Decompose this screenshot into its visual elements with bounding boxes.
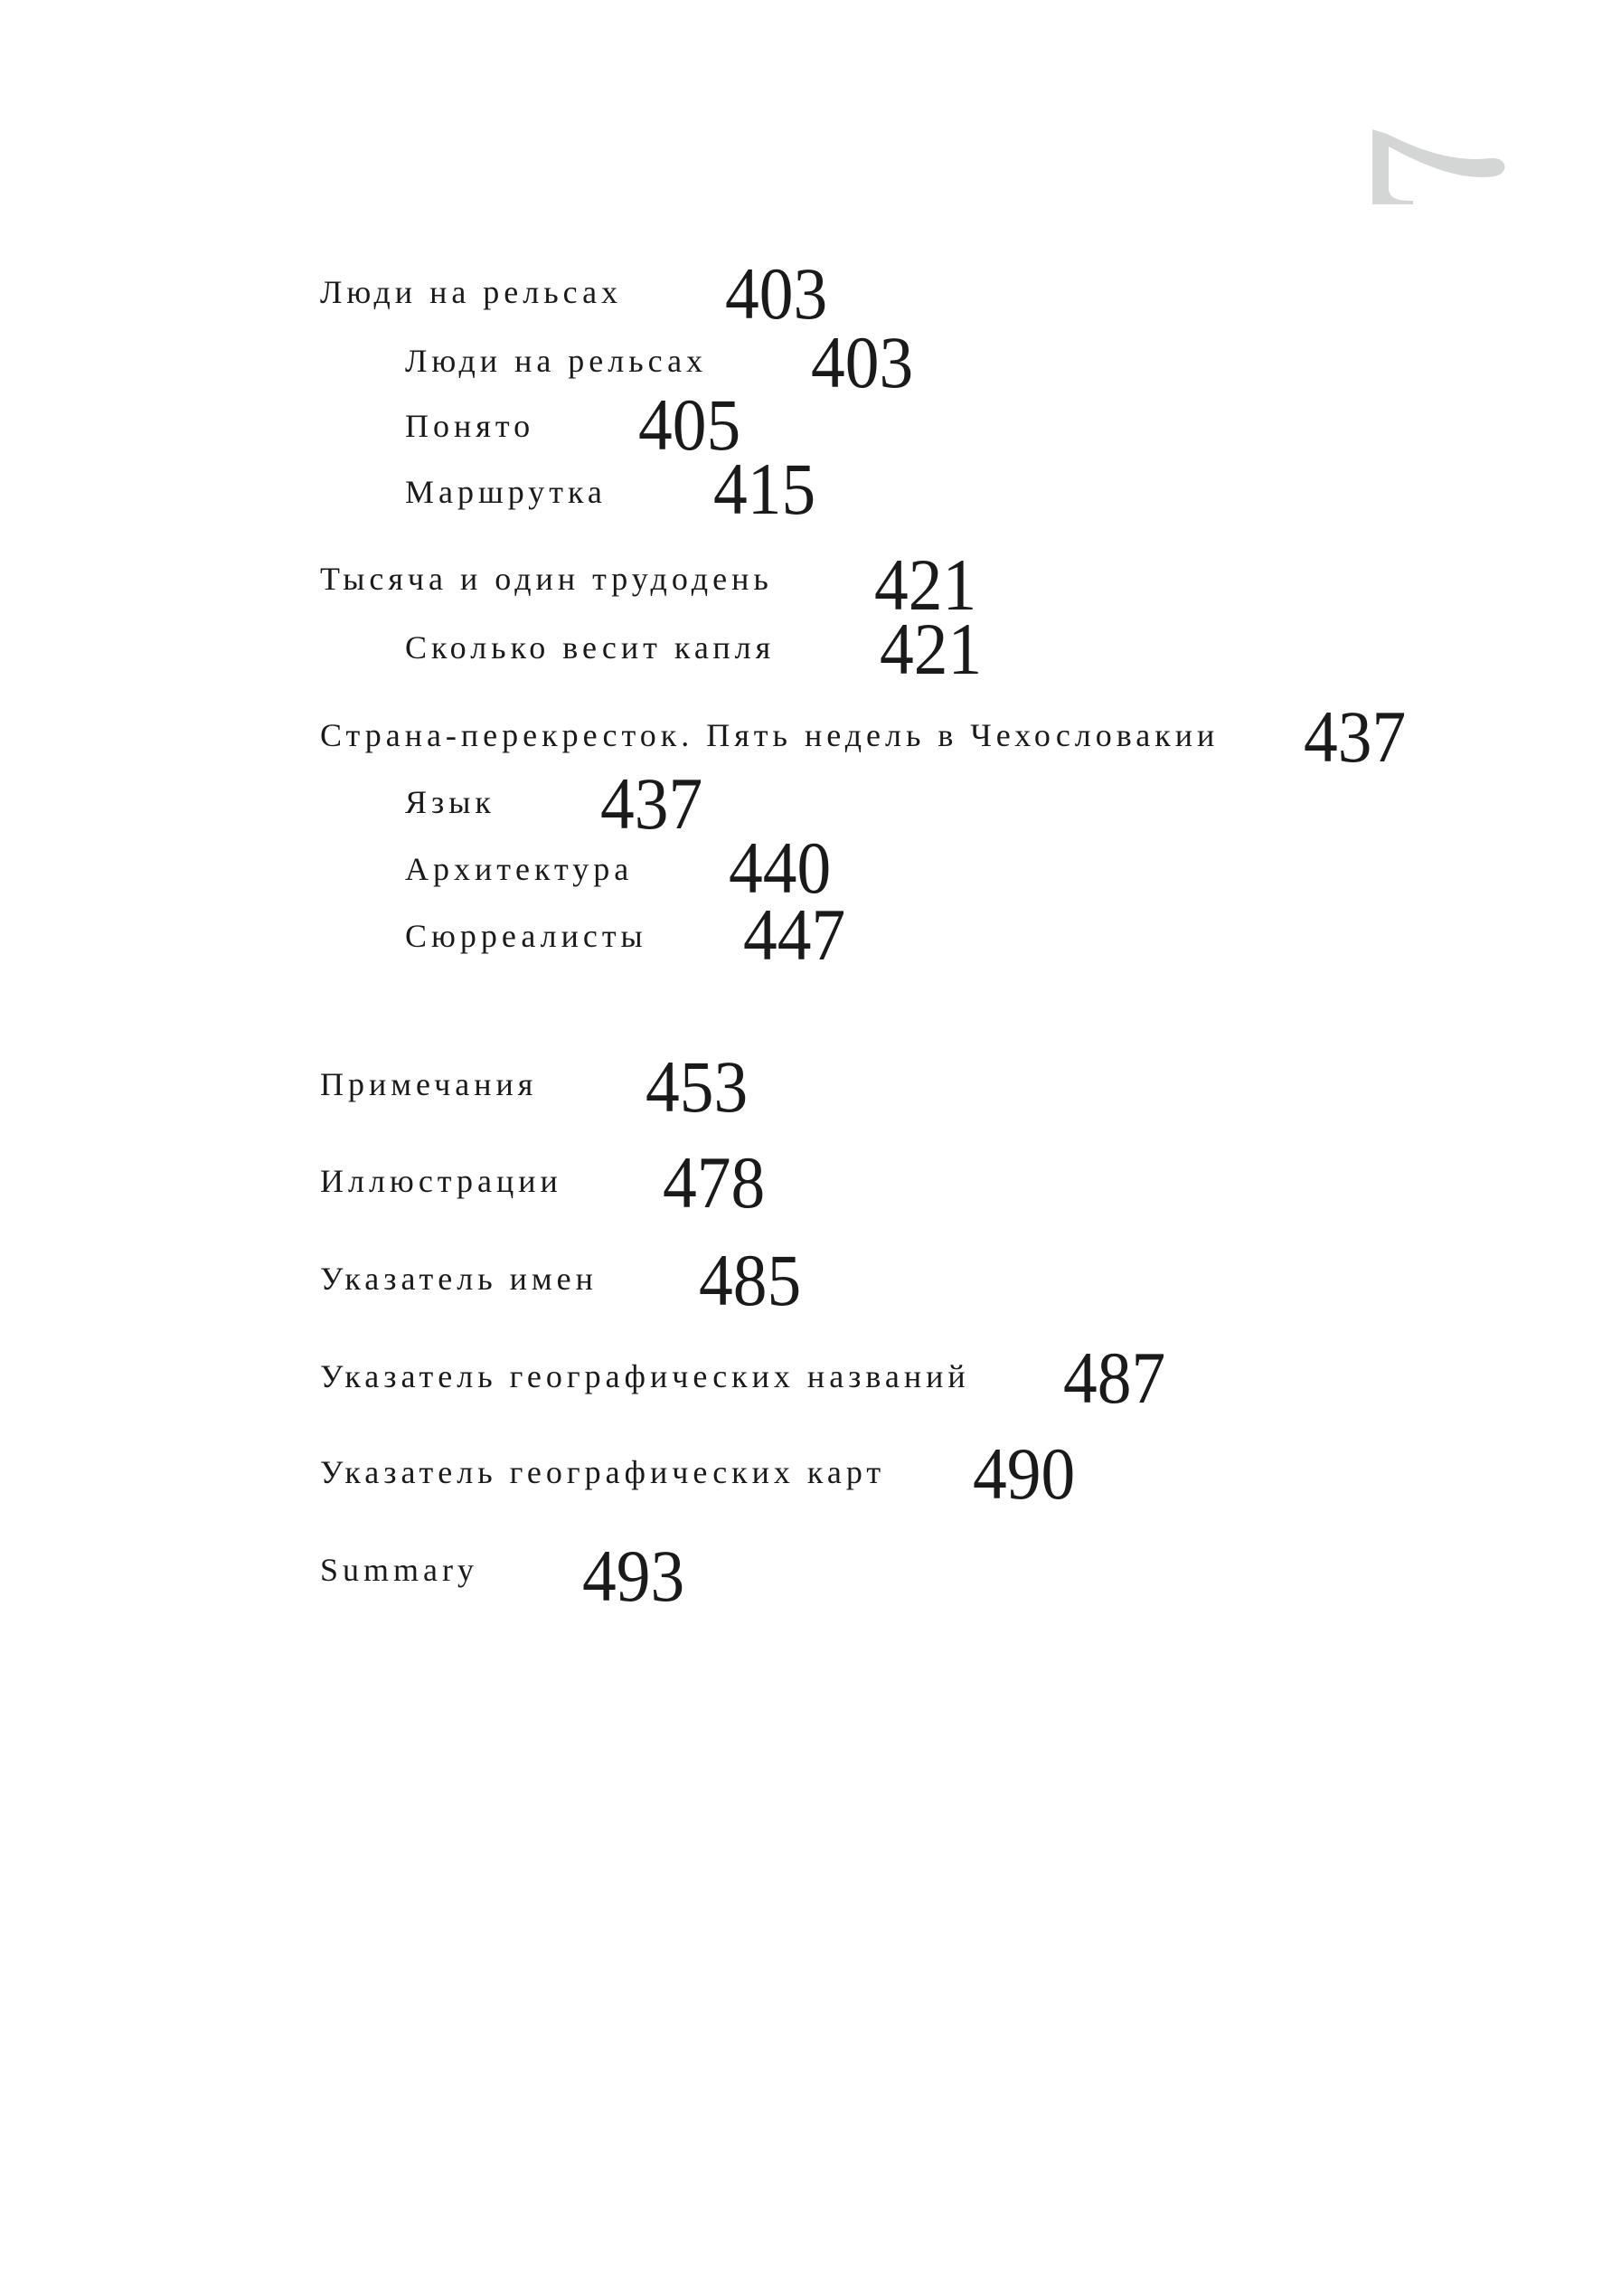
toc-entry-page-number: 421 xyxy=(874,543,977,626)
toc-entry-title: Тысяча и один трудодень xyxy=(320,561,773,597)
publisher-logo-icon xyxy=(1363,127,1508,208)
toc-entry-page-number: 405 xyxy=(638,383,741,466)
toc-entry-title: Указатель имен xyxy=(320,1261,598,1297)
toc-entry-title: Маршрутка xyxy=(405,474,607,510)
toc-entry-title: Люди на рельсах xyxy=(405,343,708,379)
toc-entry-title: Указатель географических карт xyxy=(320,1454,886,1490)
toc-entry-title: Указатель географических названий xyxy=(320,1358,970,1394)
toc-entry-page-number: 453 xyxy=(646,1045,749,1128)
toc-entry-title: Summary xyxy=(320,1552,478,1588)
toc-entry-page-number: 490 xyxy=(973,1432,1076,1515)
toc-entry-page-number: 493 xyxy=(582,1535,685,1617)
toc-entry-title: Иллюстрации xyxy=(320,1163,562,1199)
toc-entry-page-number: 478 xyxy=(663,1141,766,1224)
toc-entry-page-number: 403 xyxy=(725,252,828,335)
toc-entry-page-number: 403 xyxy=(811,321,914,403)
toc-entry-page-number: 487 xyxy=(1063,1337,1166,1419)
toc-entry-page-number: 485 xyxy=(699,1239,802,1321)
toc-entry-title: Понято xyxy=(405,408,535,444)
toc-entry-title: Примечания xyxy=(320,1066,538,1102)
toc-entry-page-number: 447 xyxy=(743,893,846,976)
toc-entry-title: Люди на рельсах xyxy=(320,274,623,310)
toc-entry-page-number: 440 xyxy=(729,827,832,909)
toc-entry-title: Сюрреалисты xyxy=(405,918,647,954)
toc-entry-title: Страна-перекресток. Пять недель в Чехословакии xyxy=(320,717,1220,753)
toc-entry-title: Сколько весит капля xyxy=(405,629,776,666)
toc-entry-page-number: 437 xyxy=(1304,695,1407,778)
toc-entry-title: Архитектура xyxy=(405,851,634,887)
toc-entry-title: Язык xyxy=(405,784,495,820)
toc-entry-page-number: 421 xyxy=(880,608,983,690)
toc-entry-page-number: 437 xyxy=(600,762,703,845)
toc-entry-page-number: 415 xyxy=(713,448,816,530)
